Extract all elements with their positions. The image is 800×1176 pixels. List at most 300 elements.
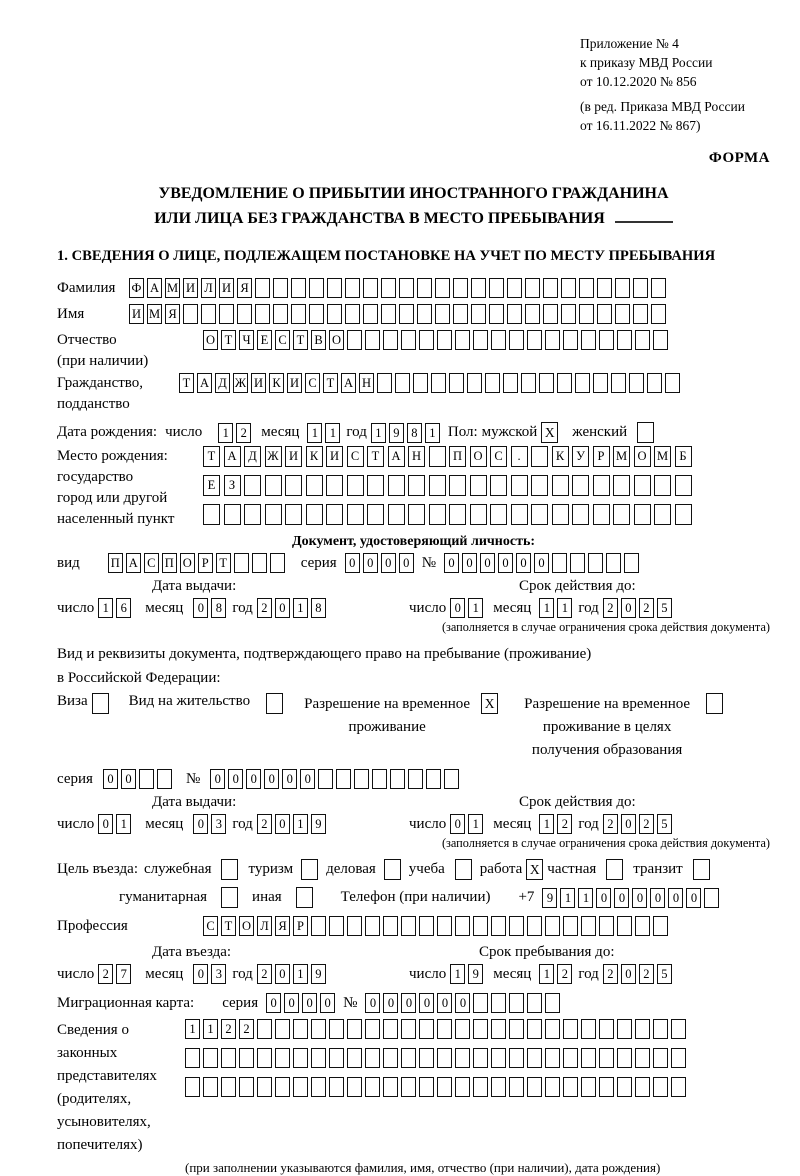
char-cell[interactable]: [675, 475, 692, 496]
char-cell[interactable]: [311, 1019, 326, 1039]
char-cell[interactable]: 0: [193, 964, 208, 984]
char-cell[interactable]: [327, 304, 342, 324]
char-cell[interactable]: [654, 475, 671, 496]
char-cell[interactable]: [388, 475, 405, 496]
char-cell[interactable]: [613, 504, 630, 525]
char-cell[interactable]: [291, 278, 306, 298]
char-cell[interactable]: [473, 916, 488, 936]
char-cell[interactable]: [435, 304, 450, 324]
char-cell[interactable]: Т: [216, 553, 231, 573]
char-cell[interactable]: [561, 304, 576, 324]
char-cell[interactable]: [455, 1019, 470, 1039]
char-cell[interactable]: [401, 1077, 416, 1097]
char-cell[interactable]: Д: [244, 446, 261, 467]
char-cell[interactable]: 9: [468, 964, 483, 984]
char-cell[interactable]: [306, 475, 323, 496]
char-cell[interactable]: [509, 916, 524, 936]
char-cell[interactable]: [455, 330, 470, 350]
char-cell[interactable]: [563, 1019, 578, 1039]
char-cell[interactable]: [381, 278, 396, 298]
char-cell[interactable]: [485, 373, 500, 393]
char-cell[interactable]: 8: [311, 598, 326, 618]
char-cell[interactable]: [490, 475, 507, 496]
char-cell[interactable]: Б: [675, 446, 692, 467]
char-cell[interactable]: Я: [275, 916, 290, 936]
char-cell[interactable]: 0: [621, 814, 636, 834]
char-cell[interactable]: [244, 475, 261, 496]
char-cell[interactable]: 5: [657, 964, 672, 984]
char-cell[interactable]: [239, 1077, 254, 1097]
char-cell[interactable]: [531, 475, 548, 496]
char-cell[interactable]: 0: [450, 598, 465, 618]
char-cell[interactable]: [671, 1048, 686, 1068]
char-cell[interactable]: 2: [557, 814, 572, 834]
char-cell[interactable]: [203, 504, 220, 525]
char-cell[interactable]: 9: [389, 423, 404, 443]
char-cell[interactable]: [617, 330, 632, 350]
char-cell[interactable]: [372, 769, 387, 789]
char-cell[interactable]: О: [634, 446, 651, 467]
char-cell[interactable]: [654, 504, 671, 525]
char-cell[interactable]: [527, 1048, 542, 1068]
char-cell[interactable]: [419, 330, 434, 350]
char-cell[interactable]: [426, 769, 441, 789]
char-cell[interactable]: [473, 1077, 488, 1097]
char-cell[interactable]: 2: [257, 598, 272, 618]
char-cell[interactable]: [581, 1077, 596, 1097]
char-cell[interactable]: [606, 553, 621, 573]
char-cell[interactable]: А: [197, 373, 212, 393]
char-cell[interactable]: [491, 993, 506, 1013]
char-cell[interactable]: [417, 304, 432, 324]
char-cell[interactable]: И: [219, 278, 234, 298]
char-cell[interactable]: 0: [621, 964, 636, 984]
char-cell[interactable]: [651, 304, 666, 324]
char-cell[interactable]: 5: [657, 814, 672, 834]
char-cell[interactable]: Т: [293, 330, 308, 350]
char-cell[interactable]: [671, 1077, 686, 1097]
char-cell[interactable]: Т: [203, 446, 220, 467]
char-cell[interactable]: Е: [203, 475, 220, 496]
char-cell[interactable]: О: [329, 330, 344, 350]
char-cell[interactable]: [611, 373, 626, 393]
char-cell[interactable]: [588, 553, 603, 573]
char-cell[interactable]: М: [165, 278, 180, 298]
char-cell[interactable]: [527, 916, 542, 936]
char-cell[interactable]: Ч: [239, 330, 254, 350]
sex-female-checkbox[interactable]: [637, 422, 654, 443]
char-cell[interactable]: 0: [450, 814, 465, 834]
char-cell[interactable]: [381, 304, 396, 324]
char-cell[interactable]: [401, 330, 416, 350]
char-cell[interactable]: [347, 475, 364, 496]
char-cell[interactable]: [311, 1077, 326, 1097]
char-cell[interactable]: [635, 330, 650, 350]
char-cell[interactable]: [367, 504, 384, 525]
char-cell[interactable]: [347, 916, 362, 936]
char-cell[interactable]: [390, 769, 405, 789]
char-cell[interactable]: 2: [603, 598, 618, 618]
char-cell[interactable]: [365, 330, 380, 350]
char-cell[interactable]: [345, 278, 360, 298]
char-cell[interactable]: [597, 278, 612, 298]
char-cell[interactable]: И: [287, 373, 302, 393]
char-cell[interactable]: [354, 769, 369, 789]
char-cell[interactable]: 0: [210, 769, 225, 789]
char-cell[interactable]: [383, 1048, 398, 1068]
char-cell[interactable]: [293, 1077, 308, 1097]
char-cell[interactable]: Т: [367, 446, 384, 467]
char-cell[interactable]: [563, 330, 578, 350]
char-cell[interactable]: [624, 553, 639, 573]
char-cell[interactable]: [572, 475, 589, 496]
char-cell[interactable]: [552, 475, 569, 496]
char-cell[interactable]: [419, 1077, 434, 1097]
char-cell[interactable]: М: [654, 446, 671, 467]
char-cell[interactable]: [413, 373, 428, 393]
char-cell[interactable]: [383, 1019, 398, 1039]
char-cell[interactable]: [399, 304, 414, 324]
char-cell[interactable]: [329, 1019, 344, 1039]
visa-checkbox[interactable]: [92, 693, 109, 714]
char-cell[interactable]: [552, 504, 569, 525]
char-cell[interactable]: 0: [516, 553, 531, 573]
char-cell[interactable]: [545, 1048, 560, 1068]
char-cell[interactable]: 2: [257, 964, 272, 984]
char-cell[interactable]: С: [305, 373, 320, 393]
char-cell[interactable]: И: [326, 446, 343, 467]
char-cell[interactable]: 1: [539, 964, 554, 984]
char-cell[interactable]: 2: [257, 814, 272, 834]
char-cell[interactable]: [224, 504, 241, 525]
char-cell[interactable]: 0: [444, 553, 459, 573]
char-cell[interactable]: 0: [284, 993, 299, 1013]
char-cell[interactable]: 0: [614, 888, 629, 908]
char-cell[interactable]: [653, 330, 668, 350]
char-cell[interactable]: Е: [257, 330, 272, 350]
char-cell[interactable]: [543, 304, 558, 324]
char-cell[interactable]: [347, 330, 362, 350]
char-cell[interactable]: 0: [300, 769, 315, 789]
char-cell[interactable]: 1: [203, 1019, 218, 1039]
char-cell[interactable]: А: [341, 373, 356, 393]
char-cell[interactable]: [545, 916, 560, 936]
char-cell[interactable]: [327, 278, 342, 298]
sex-male-checkbox[interactable]: X: [541, 422, 558, 443]
char-cell[interactable]: Т: [179, 373, 194, 393]
char-cell[interactable]: [252, 553, 267, 573]
residence-permit-checkbox[interactable]: [266, 693, 283, 714]
char-cell[interactable]: [579, 304, 594, 324]
char-cell[interactable]: [489, 278, 504, 298]
char-cell[interactable]: [635, 1077, 650, 1097]
char-cell[interactable]: [257, 1048, 272, 1068]
char-cell[interactable]: Л: [201, 278, 216, 298]
char-cell[interactable]: 5: [657, 598, 672, 618]
char-cell[interactable]: [329, 1077, 344, 1097]
char-cell[interactable]: 0: [246, 769, 261, 789]
char-cell[interactable]: Л: [257, 916, 272, 936]
char-cell[interactable]: О: [470, 446, 487, 467]
char-cell[interactable]: [326, 475, 343, 496]
char-cell[interactable]: [429, 475, 446, 496]
char-cell[interactable]: [509, 993, 524, 1013]
char-cell[interactable]: К: [269, 373, 284, 393]
char-cell[interactable]: [633, 304, 648, 324]
char-cell[interactable]: [329, 1048, 344, 1068]
char-cell[interactable]: Н: [359, 373, 374, 393]
char-cell[interactable]: [203, 1048, 218, 1068]
char-cell[interactable]: В: [311, 330, 326, 350]
char-cell[interactable]: [336, 769, 351, 789]
char-cell[interactable]: [579, 278, 594, 298]
char-cell[interactable]: [617, 1048, 632, 1068]
temp-residence-education-checkbox[interactable]: [706, 693, 723, 714]
char-cell[interactable]: [563, 916, 578, 936]
char-cell[interactable]: [455, 916, 470, 936]
char-cell[interactable]: [572, 504, 589, 525]
char-cell[interactable]: 3: [211, 814, 226, 834]
purpose-study-checkbox[interactable]: [455, 859, 472, 880]
char-cell[interactable]: [309, 304, 324, 324]
char-cell[interactable]: [531, 446, 548, 467]
char-cell[interactable]: [429, 504, 446, 525]
char-cell[interactable]: 0: [275, 814, 290, 834]
char-cell[interactable]: [437, 1077, 452, 1097]
char-cell[interactable]: [563, 1048, 578, 1068]
char-cell[interactable]: [633, 278, 648, 298]
char-cell[interactable]: 0: [275, 964, 290, 984]
char-cell[interactable]: 2: [603, 964, 618, 984]
purpose-business-checkbox[interactable]: [221, 859, 238, 880]
char-cell[interactable]: Р: [593, 446, 610, 467]
char-cell[interactable]: [599, 1019, 614, 1039]
char-cell[interactable]: [575, 373, 590, 393]
char-cell[interactable]: [419, 916, 434, 936]
char-cell[interactable]: А: [126, 553, 141, 573]
char-cell[interactable]: 6: [116, 598, 131, 618]
char-cell[interactable]: О: [180, 553, 195, 573]
char-cell[interactable]: 1: [325, 423, 340, 443]
char-cell[interactable]: [635, 1048, 650, 1068]
char-cell[interactable]: [581, 916, 596, 936]
char-cell[interactable]: [234, 553, 249, 573]
char-cell[interactable]: 2: [236, 423, 251, 443]
char-cell[interactable]: [617, 1077, 632, 1097]
char-cell[interactable]: 0: [121, 769, 136, 789]
char-cell[interactable]: [527, 993, 542, 1013]
char-cell[interactable]: 0: [596, 888, 611, 908]
char-cell[interactable]: [531, 504, 548, 525]
char-cell[interactable]: 1: [371, 423, 386, 443]
char-cell[interactable]: [545, 330, 560, 350]
char-cell[interactable]: [521, 373, 536, 393]
char-cell[interactable]: [437, 1019, 452, 1039]
char-cell[interactable]: [383, 916, 398, 936]
char-cell[interactable]: [185, 1077, 200, 1097]
char-cell[interactable]: 2: [98, 964, 113, 984]
char-cell[interactable]: [491, 1077, 506, 1097]
char-cell[interactable]: [599, 1077, 614, 1097]
char-cell[interactable]: К: [552, 446, 569, 467]
char-cell[interactable]: С: [347, 446, 364, 467]
char-cell[interactable]: П: [449, 446, 466, 467]
char-cell[interactable]: [665, 373, 680, 393]
char-cell[interactable]: К: [306, 446, 323, 467]
char-cell[interactable]: [311, 1048, 326, 1068]
char-cell[interactable]: 0: [193, 598, 208, 618]
char-cell[interactable]: [599, 330, 614, 350]
char-cell[interactable]: [408, 504, 425, 525]
char-cell[interactable]: [365, 1048, 380, 1068]
char-cell[interactable]: [467, 373, 482, 393]
char-cell[interactable]: 8: [211, 598, 226, 618]
char-cell[interactable]: [449, 475, 466, 496]
char-cell[interactable]: Я: [165, 304, 180, 324]
char-cell[interactable]: [311, 916, 326, 936]
char-cell[interactable]: 0: [98, 814, 113, 834]
char-cell[interactable]: 1: [307, 423, 322, 443]
char-cell[interactable]: [365, 1077, 380, 1097]
char-cell[interactable]: [507, 278, 522, 298]
purpose-humanitarian-checkbox[interactable]: [221, 887, 238, 908]
char-cell[interactable]: 0: [437, 993, 452, 1013]
char-cell[interactable]: [597, 304, 612, 324]
char-cell[interactable]: Ж: [265, 446, 282, 467]
char-cell[interactable]: [257, 1019, 272, 1039]
char-cell[interactable]: [473, 993, 488, 1013]
char-cell[interactable]: [401, 1048, 416, 1068]
char-cell[interactable]: О: [203, 330, 218, 350]
char-cell[interactable]: 1: [98, 598, 113, 618]
char-cell[interactable]: [651, 278, 666, 298]
char-cell[interactable]: [239, 1048, 254, 1068]
char-cell[interactable]: [635, 1019, 650, 1039]
purpose-tourism-checkbox[interactable]: [301, 859, 318, 880]
char-cell[interactable]: 1: [560, 888, 575, 908]
char-cell[interactable]: [581, 330, 596, 350]
char-cell[interactable]: 0: [103, 769, 118, 789]
char-cell[interactable]: 0: [632, 888, 647, 908]
char-cell[interactable]: 0: [399, 553, 414, 573]
char-cell[interactable]: [527, 1077, 542, 1097]
char-cell[interactable]: [157, 769, 172, 789]
char-cell[interactable]: 1: [578, 888, 593, 908]
char-cell[interactable]: Ф: [129, 278, 144, 298]
char-cell[interactable]: 2: [557, 964, 572, 984]
char-cell[interactable]: [473, 1048, 488, 1068]
char-cell[interactable]: 1: [557, 598, 572, 618]
char-cell[interactable]: [244, 504, 261, 525]
char-cell[interactable]: Я: [237, 278, 252, 298]
char-cell[interactable]: [491, 330, 506, 350]
char-cell[interactable]: 0: [228, 769, 243, 789]
char-cell[interactable]: 2: [639, 814, 654, 834]
char-cell[interactable]: [675, 504, 692, 525]
char-cell[interactable]: [437, 916, 452, 936]
char-cell[interactable]: [545, 1019, 560, 1039]
char-cell[interactable]: [401, 1019, 416, 1039]
char-cell[interactable]: [653, 1048, 668, 1068]
char-cell[interactable]: [527, 1019, 542, 1039]
char-cell[interactable]: [221, 1077, 236, 1097]
char-cell[interactable]: [329, 916, 344, 936]
char-cell[interactable]: [285, 475, 302, 496]
char-cell[interactable]: [255, 304, 270, 324]
char-cell[interactable]: 0: [302, 993, 317, 1013]
char-cell[interactable]: 0: [193, 814, 208, 834]
char-cell[interactable]: [525, 278, 540, 298]
char-cell[interactable]: 1: [293, 814, 308, 834]
char-cell[interactable]: 1: [218, 423, 233, 443]
char-cell[interactable]: М: [147, 304, 162, 324]
char-cell[interactable]: [653, 916, 668, 936]
char-cell[interactable]: [388, 504, 405, 525]
char-cell[interactable]: [543, 278, 558, 298]
char-cell[interactable]: [347, 1077, 362, 1097]
char-cell[interactable]: 0: [282, 769, 297, 789]
char-cell[interactable]: [275, 1048, 290, 1068]
char-cell[interactable]: 0: [686, 888, 701, 908]
char-cell[interactable]: [473, 330, 488, 350]
char-cell[interactable]: [221, 1048, 236, 1068]
char-cell[interactable]: Ж: [233, 373, 248, 393]
char-cell[interactable]: [653, 1019, 668, 1039]
char-cell[interactable]: [527, 330, 542, 350]
char-cell[interactable]: [419, 1019, 434, 1039]
char-cell[interactable]: [509, 330, 524, 350]
char-cell[interactable]: [285, 504, 302, 525]
char-cell[interactable]: [431, 373, 446, 393]
char-cell[interactable]: 1: [450, 964, 465, 984]
char-cell[interactable]: 0: [621, 598, 636, 618]
char-cell[interactable]: [453, 304, 468, 324]
char-cell[interactable]: [437, 1048, 452, 1068]
char-cell[interactable]: [255, 278, 270, 298]
char-cell[interactable]: А: [147, 278, 162, 298]
char-cell[interactable]: [275, 1019, 290, 1039]
char-cell[interactable]: Р: [293, 916, 308, 936]
char-cell[interactable]: [419, 1048, 434, 1068]
char-cell[interactable]: [599, 916, 614, 936]
char-cell[interactable]: [219, 304, 234, 324]
purpose-private-checkbox[interactable]: [606, 859, 623, 880]
char-cell[interactable]: [444, 769, 459, 789]
char-cell[interactable]: И: [183, 278, 198, 298]
char-cell[interactable]: [470, 475, 487, 496]
char-cell[interactable]: [647, 373, 662, 393]
char-cell[interactable]: [581, 1019, 596, 1039]
char-cell[interactable]: [367, 475, 384, 496]
char-cell[interactable]: 1: [425, 423, 440, 443]
char-cell[interactable]: И: [129, 304, 144, 324]
char-cell[interactable]: З: [224, 475, 241, 496]
char-cell[interactable]: [347, 1019, 362, 1039]
char-cell[interactable]: [291, 304, 306, 324]
char-cell[interactable]: [629, 373, 644, 393]
char-cell[interactable]: [617, 1019, 632, 1039]
char-cell[interactable]: [593, 475, 610, 496]
char-cell[interactable]: 1: [539, 814, 554, 834]
char-cell[interactable]: [491, 916, 506, 936]
char-cell[interactable]: О: [239, 916, 254, 936]
char-cell[interactable]: [383, 330, 398, 350]
char-cell[interactable]: [489, 304, 504, 324]
purpose-work-checkbox[interactable]: X: [526, 859, 543, 880]
char-cell[interactable]: [293, 1019, 308, 1039]
char-cell[interactable]: [455, 1077, 470, 1097]
char-cell[interactable]: [347, 1048, 362, 1068]
